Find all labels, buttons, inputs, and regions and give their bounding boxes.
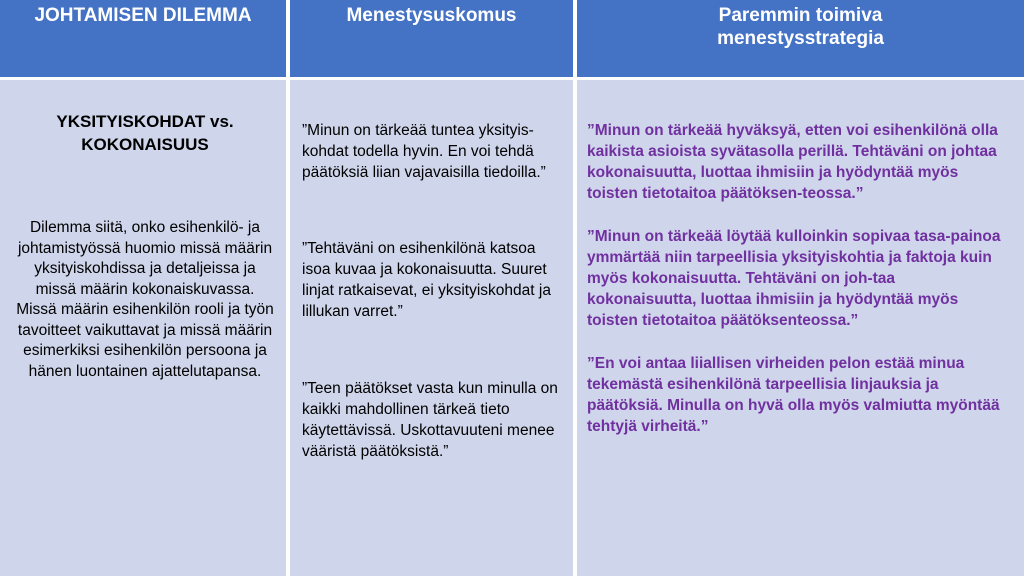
strategy-quote: ”Minun on tärkeää hyväksyä, etten voi esihenkilönä olla kaikista asioista syvätasolla perillä. Tehtäväni on johtaa kokonaisuutta, luottaa ihmisiin ja hyödyntää myös toisten tietotaitoa päätöksen-teossa.” bbox=[587, 122, 998, 202]
header-belief-label: Menestysuskomus bbox=[346, 5, 517, 26]
dilemma-title bbox=[16, 110, 274, 156]
strategy-quote: ”Minun on tärkeää löytää kulloinkin sopivaa tasa-painoa ymmärtää niin tarpeellisia yksityiskohtia ja faktoja kuin myös kokonaisuutta. Tehtäväni on joh-taa kokonaisuutta, luottaa ihmisiin ja hyödyntää myös toisten tietotaitoa päätöksenteossa.” bbox=[587, 228, 1001, 329]
dilemma-cell bbox=[0, 80, 286, 576]
strategy-cell bbox=[577, 80, 1024, 576]
belief-quote: ”Tehtäväni on esihenkilönä katsoa isoa kuvaa ja kokonaisuutta. Suuret linjat ratkaisevat, ei yksityiskohdat ja lillukan varret.” bbox=[302, 240, 551, 320]
strategy-quote: ”En voi antaa liiallisen virheiden pelon estää minua tekemästä esihenkilönä tarpeellisia linjauksia ja päätöksiä. Minulla on hyvä olla myös valmiutta myöntää tehtyjä virheitä.” bbox=[587, 355, 1000, 435]
dilemma-title-line1: YKSITYISKOHDAT vs. bbox=[56, 112, 234, 131]
dilemma-title-line2: KOKONAISUUS bbox=[81, 135, 209, 154]
header-strategy bbox=[577, 0, 1024, 77]
header-dilemma bbox=[0, 0, 286, 77]
dilemma-description: Dilemma siitä, onko esihenkilö- ja johtamistyössä huomio missä määrin yksityiskohdissa ja detaljeissa ja missä määrin kokonaiskuvassa. Missä määrin esihenkilön rooli ja työn tavoitteet vaikuttavat ja missä määrin esimerkiksi esihenkilön persoona ja hänen luontainen ajattelutapansa. bbox=[16, 219, 274, 380]
belief-quote: ”Minun on tärkeää tuntea yksityis-kohdat todella hyvin. En voi tehdä päätöksiä liian vajavaisilla tiedoilla.” bbox=[302, 122, 546, 181]
header-belief bbox=[290, 0, 573, 77]
header-strategy-line1: Paremmin toimiva bbox=[718, 5, 883, 26]
belief-quote: ”Teen päätökset vasta kun minulla on kaikki mahdollinen tärkeä tieto käytettävissä. Uskottavuuteni menee vääristä päätöksistä.” bbox=[302, 380, 558, 460]
header-strategy-line2: menestysstrategia bbox=[717, 28, 884, 49]
header-dilemma-label: JOHTAMISEN DILEMMA bbox=[34, 5, 252, 26]
belief-cell bbox=[290, 80, 573, 576]
